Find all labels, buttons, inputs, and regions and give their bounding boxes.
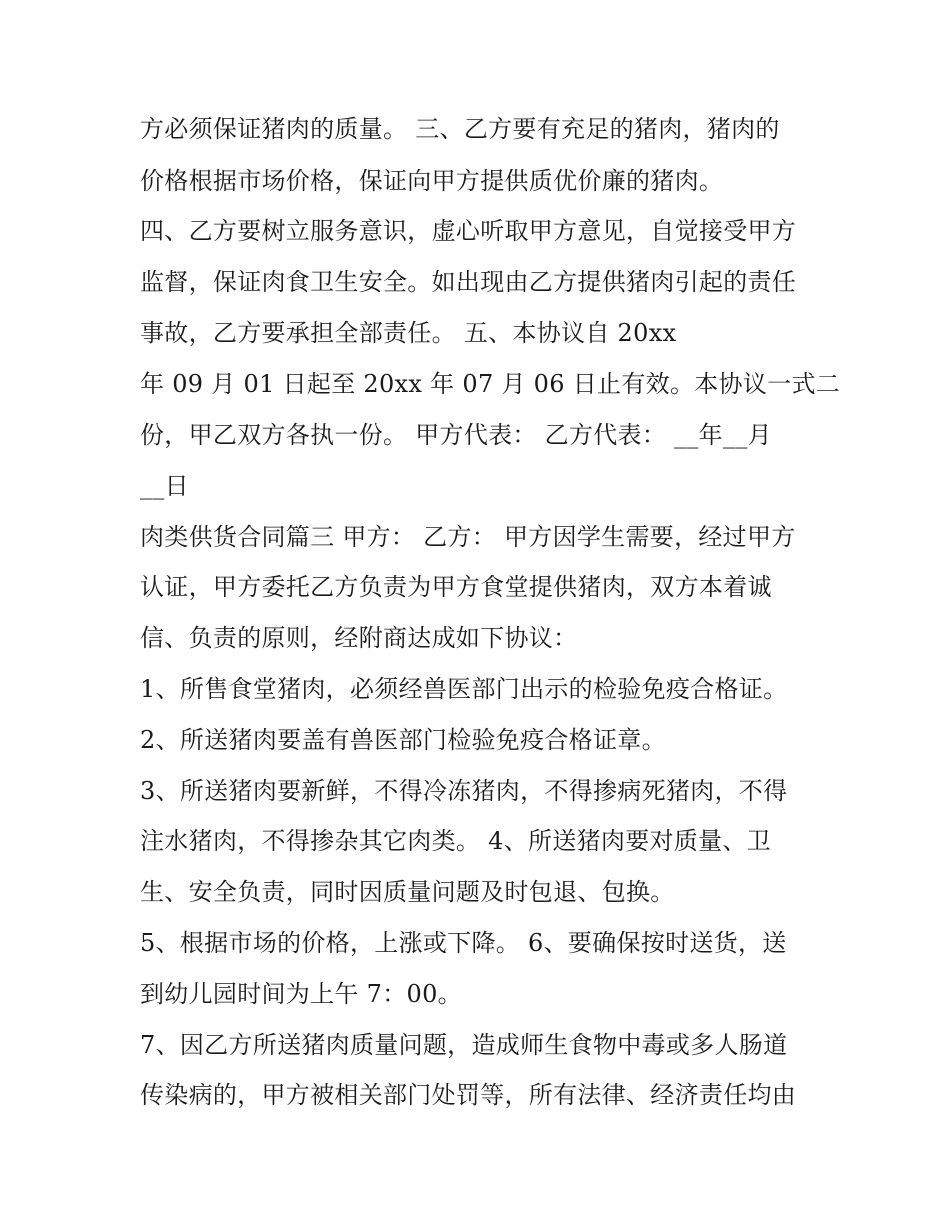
text-line: 生、安全负责，同时因质量问题及时包退、包换。 — [140, 878, 675, 906]
text-line: __日 — [140, 472, 189, 500]
text-line: 1、所售食堂猪肉，必须经兽医部门出示的检验免疫合格证。 — [140, 675, 788, 703]
text-line: 到幼儿园时间为上午 7：00。 — [140, 980, 462, 1008]
text-line: 监督，保证肉食卫生安全。如出现由乙方提供猪肉引起的责任 — [140, 268, 797, 296]
text-line: 注水猪肉，不得掺杂其它肉类。 4、所送猪肉要对质量、卫 — [140, 827, 771, 855]
text-line: 信、负责的原则，经附商达成如下协议： — [140, 624, 578, 652]
text-line: 传染病的，甲方被相关部门处罚等，所有法律、经济责任均由 — [140, 1081, 797, 1109]
text-line: 2、所送猪肉要盖有兽医部门检验免疫合格证章。 — [140, 726, 666, 754]
text-line: 年 09 月 01 日起至 20xx 年 07 月 06 日止有效。本协议一式二 — [140, 370, 841, 398]
text-line: 7、因乙方所送猪肉质量问题，造成师生食物中毒或多人肠道 — [140, 1031, 788, 1059]
text-line: 方必须保证猪肉的质量。 三、乙方要有充足的猪肉，猪肉的 — [140, 115, 780, 143]
text-line: 3、所送猪肉要新鲜，不得冷冻猪肉，不得掺病死猪肉，不得 — [140, 777, 788, 805]
text-line: 事故，乙方要承担全部责任。 五、本协议自 20xx — [140, 319, 677, 347]
text-line: 认证，甲方委托乙方负责为甲方食堂提供猪肉，双方本着诚 — [140, 573, 772, 601]
text-line: 份，甲乙双方各执一份。 甲方代表： 乙方代表： __年__月 — [140, 421, 772, 449]
text-line: 5、根据市场的价格，上涨或下降。 6、要确保按时送货，送 — [140, 929, 787, 957]
text-line: 四、乙方要树立服务意识，虚心听取甲方意见，自觉接受甲方 — [140, 217, 797, 245]
text-line: 肉类供货合同篇三 甲方： 乙方： 甲方因学生需要，经过甲方 — [140, 523, 796, 551]
text-line: 价格根据市场价格，保证向甲方提供质优价廉的猪肉。 — [140, 167, 724, 195]
